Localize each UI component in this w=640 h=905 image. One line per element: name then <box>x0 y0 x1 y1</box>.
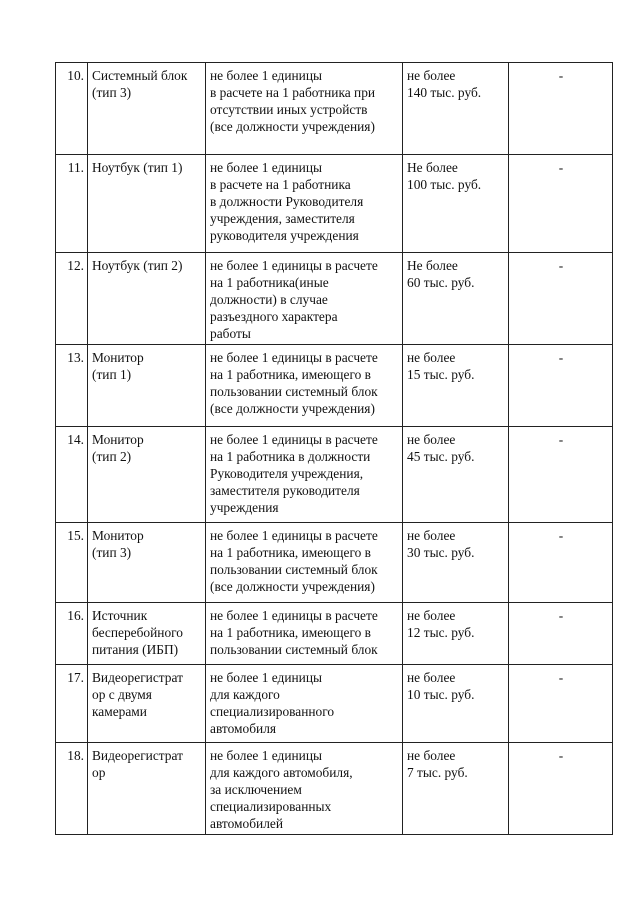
price-limit-line: 15 тыс. руб. <box>407 367 475 382</box>
price-limit-line: 7 тыс. руб. <box>407 765 468 780</box>
price-limit-cell <box>403 345 509 427</box>
price-limit-line: 140 тыс. руб. <box>407 85 482 100</box>
price-limit-line: не более <box>407 432 456 447</box>
price-limit-cell <box>403 743 509 835</box>
item-name-line: Монитор <box>92 350 144 365</box>
item-name-line: Монитор <box>92 528 144 543</box>
quantity-norm-line: руководителя учреждения <box>210 228 359 243</box>
quantity-norm-line: разъездного характера <box>210 309 338 324</box>
table-row <box>56 523 613 603</box>
quantity-norm-line: пользовании системный блок <box>210 642 378 657</box>
quantity-norm-line: учреждения <box>210 500 279 515</box>
quantity-norm-line: отсутствии иных устройств <box>210 102 368 117</box>
quantity-norm-line: за исключением <box>210 782 302 797</box>
table-row <box>56 63 613 155</box>
quantity-norm-line: специализированного <box>210 704 335 719</box>
quantity-norm-line: на 1 работника(иные <box>210 275 329 290</box>
quantity-norm-cell <box>206 427 403 523</box>
item-name-line: (тип 2) <box>92 449 132 464</box>
row-number: 12. <box>67 258 84 273</box>
item-name-cell <box>88 345 206 427</box>
row-number-cell <box>56 427 88 523</box>
quantity-norm-cell <box>206 603 403 665</box>
extra-cell <box>509 427 613 523</box>
row-number: 13. <box>67 350 84 365</box>
extra-value: - <box>558 258 564 273</box>
quantity-norm-line: в должности Руководителя <box>210 194 364 209</box>
item-name-cell <box>88 427 206 523</box>
extra-cell <box>509 63 613 155</box>
extra-cell <box>509 743 613 835</box>
extra-value: - <box>558 608 564 623</box>
quantity-norm-cell <box>206 665 403 743</box>
quantity-norm-cell <box>206 253 403 345</box>
price-limit-line: 10 тыс. руб. <box>407 687 475 702</box>
row-number-cell <box>56 63 88 155</box>
quantity-norm-cell <box>206 155 403 253</box>
table-row <box>56 253 613 345</box>
quantity-norm-line: не более 1 единицы <box>210 748 322 763</box>
extra-value: - <box>558 748 564 763</box>
item-name-line: (тип 3) <box>92 545 132 560</box>
item-name-line: питания (ИБП) <box>92 642 179 657</box>
quantity-norm-line: не более 1 единицы в расчете <box>210 432 378 447</box>
quantity-norm-line: Руководителя учреждения, <box>210 466 364 481</box>
price-limit-cell <box>403 63 509 155</box>
item-name-line: бесперебойного <box>92 625 183 640</box>
row-number-cell <box>56 253 88 345</box>
quantity-norm-cell <box>206 63 403 155</box>
table-row <box>56 603 613 665</box>
price-limit-line: не более <box>407 670 456 685</box>
price-limit-line: 60 тыс. руб. <box>407 275 475 290</box>
row-number: 16. <box>67 608 84 623</box>
extra-cell <box>509 603 613 665</box>
price-limit-cell <box>403 253 509 345</box>
price-limit-line: 45 тыс. руб. <box>407 449 475 464</box>
quantity-norm-cell <box>206 523 403 603</box>
quantity-norm-cell <box>206 743 403 835</box>
table-row <box>56 345 613 427</box>
extra-cell <box>509 253 613 345</box>
equipment-norms-table <box>55 62 613 835</box>
row-number-cell <box>56 665 88 743</box>
quantity-norm-line: пользовании системный блок <box>210 562 378 577</box>
row-number-cell <box>56 523 88 603</box>
table-body <box>56 63 613 835</box>
quantity-norm-line: (все должности учреждения) <box>210 401 375 416</box>
table-row <box>56 743 613 835</box>
quantity-norm-line: на 1 работника в должности <box>210 449 371 464</box>
quantity-norm-line: не более 1 единицы <box>210 68 322 83</box>
row-number: 17. <box>67 670 84 685</box>
quantity-norm-line: автомобиля <box>210 721 277 736</box>
item-name-cell <box>88 155 206 253</box>
extra-value: - <box>558 670 564 685</box>
item-name-cell <box>88 603 206 665</box>
price-limit-line: не более <box>407 350 456 365</box>
quantity-norm-line: должности) в случае <box>210 292 328 307</box>
extra-value: - <box>558 68 564 83</box>
quantity-norm-line: не более 1 единицы <box>210 160 322 175</box>
price-limit-line: не более <box>407 748 456 763</box>
item-name-line: ор <box>92 765 106 780</box>
quantity-norm-line: не более 1 единицы в расчете <box>210 608 378 623</box>
table-row <box>56 155 613 253</box>
quantity-norm-line: в расчете на 1 работника <box>210 177 351 192</box>
price-limit-line: 30 тыс. руб. <box>407 545 475 560</box>
item-name-line: Ноутбук (тип 2) <box>92 258 183 273</box>
item-name-cell <box>88 253 206 345</box>
quantity-norm-line: не более 1 единицы <box>210 670 322 685</box>
quantity-norm-line: на 1 работника, имеющего в <box>210 367 371 382</box>
extra-value: - <box>558 432 564 447</box>
price-limit-cell <box>403 665 509 743</box>
price-limit-cell <box>403 155 509 253</box>
quantity-norm-line: пользовании системный блок <box>210 384 378 399</box>
quantity-norm-line: не более 1 единицы в расчете <box>210 350 378 365</box>
row-number-cell <box>56 345 88 427</box>
quantity-norm-line: в расчете на 1 работника при <box>210 85 376 100</box>
row-number-cell <box>56 603 88 665</box>
quantity-norm-line: на 1 работника, имеющего в <box>210 545 371 560</box>
extra-value: - <box>558 350 564 365</box>
quantity-norm-line: не более 1 единицы в расчете <box>210 528 378 543</box>
row-number-cell <box>56 743 88 835</box>
row-number: 11. <box>67 160 84 175</box>
extra-value: - <box>558 160 564 175</box>
quantity-norm-line: автомобилей <box>210 816 283 831</box>
item-name-line: Монитор <box>92 432 144 447</box>
row-number: 14. <box>67 432 84 447</box>
quantity-norm-line: (все должности учреждения) <box>210 119 375 134</box>
item-name-line: Системный блок <box>92 68 188 83</box>
quantity-norm-cell <box>206 345 403 427</box>
price-limit-line: 100 тыс. руб. <box>407 177 482 192</box>
row-number: 10. <box>67 68 84 83</box>
extra-cell <box>509 665 613 743</box>
item-name-cell <box>88 665 206 743</box>
item-name-line: Ноутбук (тип 1) <box>92 160 183 175</box>
extra-cell <box>509 155 613 253</box>
item-name-line: Видеорегистрат <box>92 670 183 685</box>
quantity-norm-line: заместителя руководителя <box>210 483 360 498</box>
item-name-line: Видеорегистрат <box>92 748 183 763</box>
price-limit-cell <box>403 603 509 665</box>
quantity-norm-line: работы <box>210 326 251 341</box>
price-limit-line: 12 тыс. руб. <box>407 625 475 640</box>
quantity-norm-line: на 1 работника, имеющего в <box>210 625 371 640</box>
item-name-cell <box>88 523 206 603</box>
quantity-norm-line: для каждого автомобиля, <box>210 765 353 780</box>
row-number: 18. <box>67 748 84 763</box>
row-number-cell <box>56 155 88 253</box>
extra-value: - <box>558 528 564 543</box>
item-name-cell <box>88 63 206 155</box>
price-limit-line: Не более <box>407 160 458 175</box>
item-name-line: Источник <box>92 608 148 623</box>
row-number: 15. <box>67 528 84 543</box>
quantity-norm-line: (все должности учреждения) <box>210 579 375 594</box>
item-name-line: ор с двумя <box>92 687 152 702</box>
price-limit-line: не более <box>407 528 456 543</box>
extra-cell <box>509 345 613 427</box>
item-name-line: (тип 1) <box>92 367 132 382</box>
item-name-line: камерами <box>92 704 147 719</box>
price-limit-line: не более <box>407 608 456 623</box>
item-name-cell <box>88 743 206 835</box>
price-limit-cell <box>403 523 509 603</box>
extra-cell <box>509 523 613 603</box>
table-row <box>56 665 613 743</box>
quantity-norm-line: специализированных <box>210 799 332 814</box>
price-limit-line: Не более <box>407 258 458 273</box>
item-name-line: (тип 3) <box>92 85 132 100</box>
quantity-norm-line: учреждения, заместителя <box>210 211 355 226</box>
price-limit-cell <box>403 427 509 523</box>
table-row <box>56 427 613 523</box>
quantity-norm-line: для каждого <box>210 687 280 702</box>
price-limit-line: не более <box>407 68 456 83</box>
quantity-norm-line: не более 1 единицы в расчете <box>210 258 378 273</box>
